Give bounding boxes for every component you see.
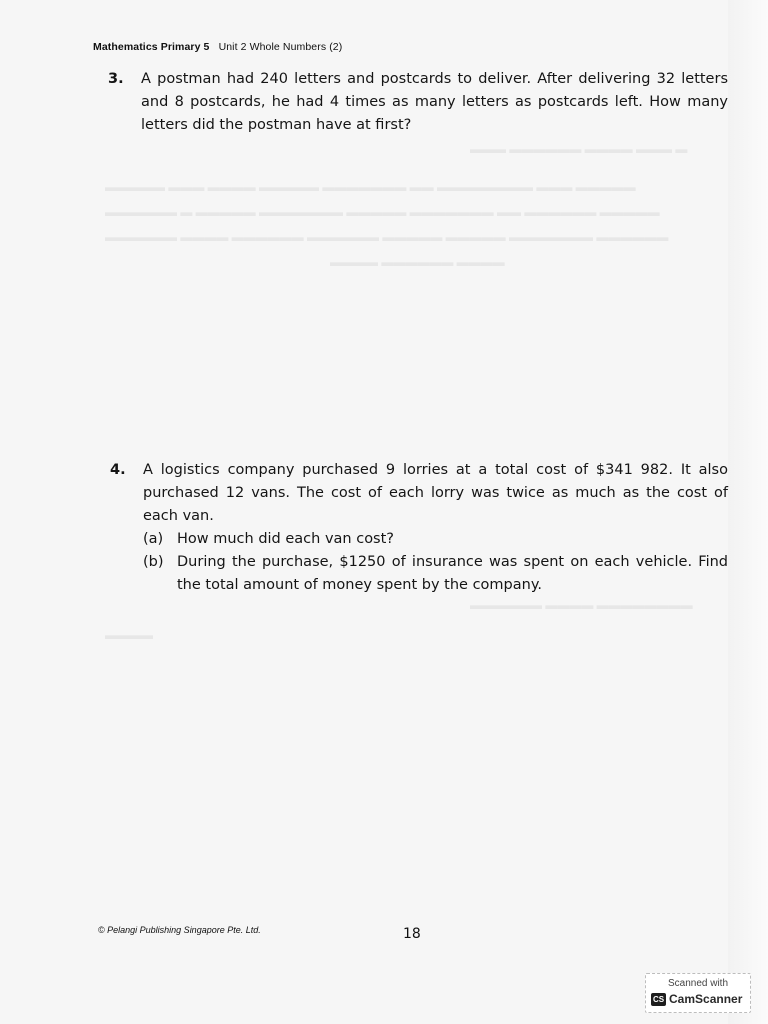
question-text: A logistics company purchased 9 lorries at a total cost of $341 982. It also purchased 12 vans. The cost of each lorry was twice as much as the cost of each van. (143, 462, 728, 524)
question-part-a (143, 528, 728, 551)
part-label: (a) (143, 531, 164, 547)
part-label: (b) (143, 554, 164, 570)
camscanner-watermark (645, 973, 751, 1013)
show-through-text: ▬▬▬ ▬▬▬▬▬▬ ▬▬▬▬ ▬▬▬ ▬ (470, 142, 688, 156)
question-text: A postman had 240 letters and postcards to deliver. After delivering 32 letters and 8 postcards, he had 4 times as many letters as postcards left. How many letters did the postman have at first? (141, 71, 728, 133)
show-through-text: ▬▬▬▬▬▬ ▬▬▬▬ ▬▬▬▬▬▬ ▬▬▬▬▬▬ ▬▬▬▬▬ ▬▬▬▬▬ ▬▬▬▬▬▬▬ ▬▬▬▬▬▬ (105, 230, 669, 244)
book-series-title: Mathematics Primary 5 (93, 41, 210, 53)
question-4 (110, 459, 728, 597)
show-through-text: ▬▬▬▬▬▬ ▬ ▬▬▬▬▬ ▬▬▬▬▬▬▬ ▬▬▬▬▬ ▬▬▬▬▬▬▬ ▬▬ ▬▬▬▬▬▬ ▬▬▬▬▬ (105, 205, 660, 219)
question-part-b (143, 551, 728, 597)
page-number: 18 (403, 926, 421, 942)
show-through-text: ▬▬▬▬ ▬▬▬▬▬▬ ▬▬▬▬ (330, 255, 505, 269)
page-header (93, 41, 342, 53)
show-through-text: ▬▬▬▬ (105, 628, 153, 642)
unit-title: Unit 2 Whole Numbers (2) (218, 41, 343, 53)
part-text: How much did each van cost? (177, 531, 394, 547)
watermark-brand: CamScanner (669, 992, 743, 1006)
question-number: 4. (110, 462, 126, 478)
publisher-copyright: © Pelangi Publishing Singapore Pte. Ltd. (98, 925, 261, 935)
page-edge-shadow (728, 0, 768, 1024)
show-through-text: ▬▬▬▬▬▬ ▬▬▬▬ ▬▬▬▬▬▬▬▬ (470, 598, 693, 612)
watermark-caption: Scanned with (667, 978, 729, 989)
part-text: During the purchase, $1250 of insurance was spent on each vehicle. Find the total amount of money spent by the company. (177, 554, 728, 593)
question-number: 3. (108, 71, 124, 87)
question-3 (108, 68, 728, 137)
show-through-text: ▬▬▬▬▬ ▬▬▬ ▬▬▬▬ ▬▬▬▬▬ ▬▬▬▬▬▬▬ ▬▬ ▬▬▬▬▬▬▬▬ ▬▬▬ ▬▬▬▬▬ (105, 180, 636, 194)
camscanner-logo-icon: CS (652, 995, 665, 1004)
